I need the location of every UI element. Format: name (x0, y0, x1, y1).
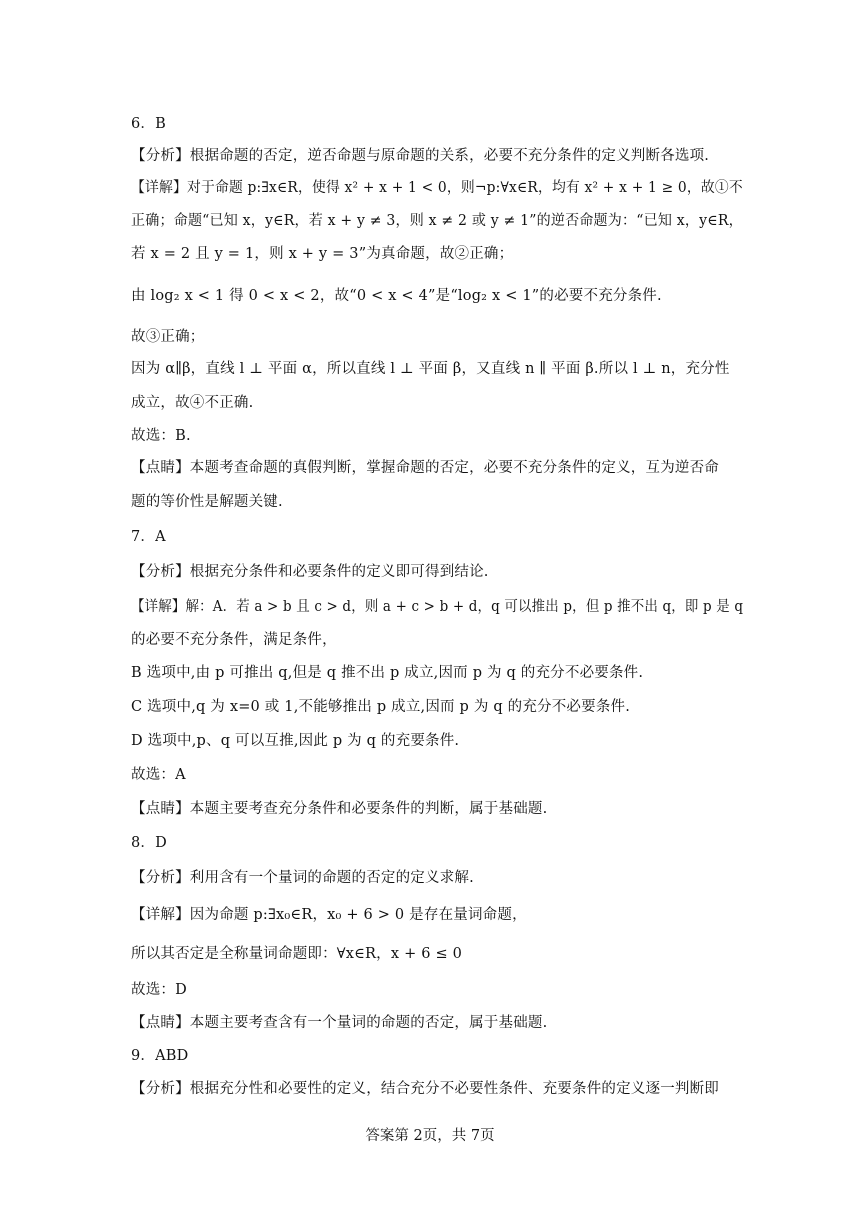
analysis-7: 【分析】根据充分条件和必要条件的定义即可得到结论. (131, 564, 489, 580)
analysis-9: 【分析】根据充分性和必要性的定义，结合充分不必要性条件、充要条件的定义逐一判断即 (131, 1081, 719, 1097)
detail-8-line-2: 所以其否定是全称量词命题即：∀x∈R，x + 6 ≤ 0 (131, 946, 463, 962)
detail-6-line-6: 因为 α∥β，直线 l ⊥ 平面 α，所以直线 l ⊥ 平面 β，又直线 n ∥ 平面 β.所以 l ⊥ n，充分性 (131, 361, 730, 377)
detail-7-line-3: B 选项中,由 p 可推出 q,但是 q 推不出 p 成立,因而 p 为 q 的充分不必要条件. (131, 665, 644, 681)
answer-heading-8: 8．D (131, 835, 167, 851)
analysis-8: 【分析】利用含有一个量词的命题的否定的定义求解. (131, 870, 474, 886)
detail-6-line-7: 成立，故④不正确. (131, 395, 254, 411)
choice-8: 故选：D (131, 982, 187, 998)
detail-6-line-3: 若 x = 2 且 y = 1，则 x + y = 3”为真命题，故②正确； (131, 246, 514, 262)
choice-6: 故选：B. (131, 428, 191, 444)
detail-6-line-5: 故③正确； (131, 329, 205, 345)
detail-6-line-2: 正确；命题“已知 x，y∈R，若 x + y ≠ 3，则 x ≠ 2 或 y ≠ 1”的逆否命题为：“已知 x，y∈R， (131, 213, 743, 229)
detail-6-line-1: 【详解】对于命题 p:∃x∈R，使得 x² + x + 1 < 0，则¬p:∀x∈R，均有 x² + x + 1 ≥ 0，故①不 (131, 180, 743, 196)
answer-heading-6: 6．B (131, 116, 166, 132)
page-footer: 答案第 2页，共 7页 (365, 1128, 495, 1144)
answer-heading-9: 9．ABD (131, 1048, 189, 1064)
comment-6-line-1: 【点睛】本题考查命题的真假判断，掌握命题的否定，必要不充分条件的定义，互为逆否命 (131, 460, 719, 476)
detail-7-line-5: D 选项中,p、q 可以互推,因此 p 为 q 的充要条件. (131, 733, 460, 749)
comment-7: 【点睛】本题主要考查充分条件和必要条件的判断，属于基础题. (131, 801, 548, 817)
answer-heading-7: 7．A (131, 529, 166, 545)
detail-7-line-1: 【详解】解：A．若 a > b 且 c > d，则 a + c > b + d，q 可以推出 p，但 p 推不出 q，即 p 是 q (131, 599, 744, 615)
detail-6-line-4: 由 log₂ x < 1 得 0 < x < 2，故“0 < x < 4”是“log₂ x < 1”的必要不充分条件. (131, 288, 662, 304)
detail-7-line-4: C 选项中,q 为 x=0 或 1,不能够推出 p 成立,因而 p 为 q 的充分不必要条件. (131, 699, 631, 715)
comment-6-line-2: 题的等价性是解题关键. (131, 494, 283, 510)
comment-8: 【点睛】本题主要考查含有一个量词的命题的否定，属于基础题. (131, 1015, 548, 1031)
analysis-6: 【分析】根据命题的否定，逆否命题与原命题的关系，必要不充分条件的定义判断各选项. (131, 148, 710, 164)
detail-7-line-2: 的必要不充分条件，满足条件， (131, 632, 337, 648)
choice-7: 故选：A (131, 767, 186, 783)
detail-8-line-1: 【详解】因为命题 p:∃x₀∈R，x₀ + 6 > 0 是存在量词命题， (131, 907, 527, 923)
